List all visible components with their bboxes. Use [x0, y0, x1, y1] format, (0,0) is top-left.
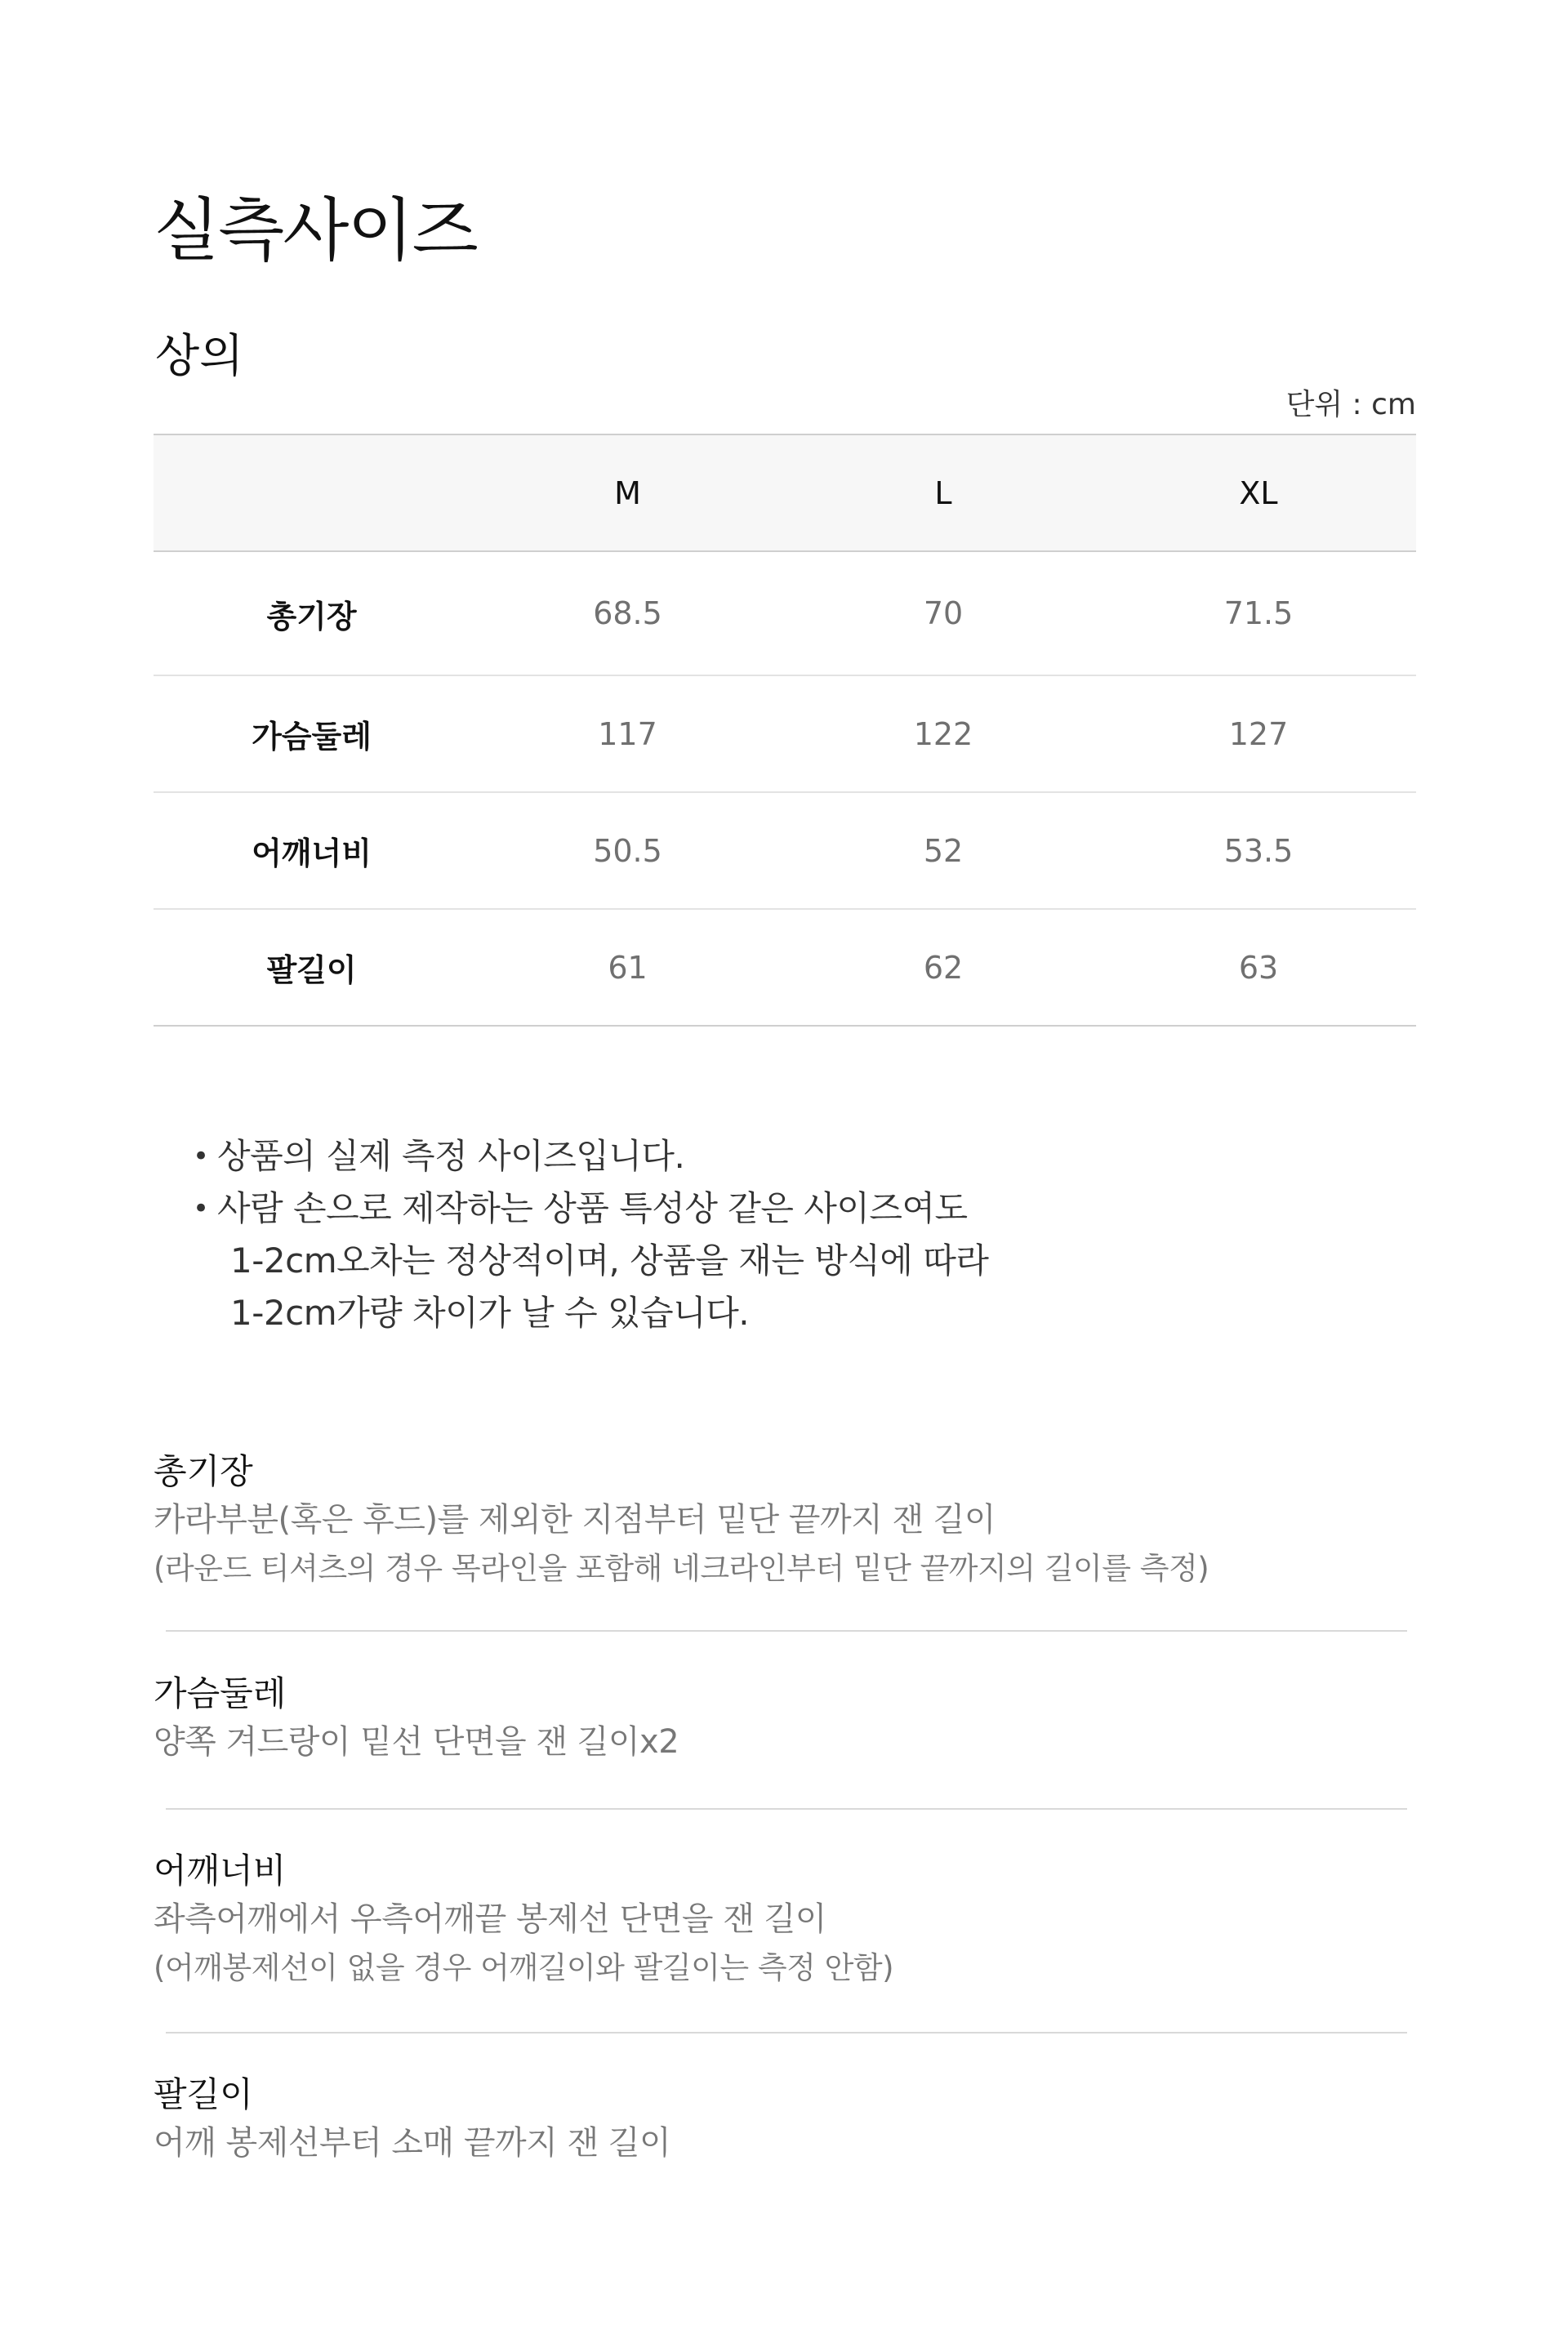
measure-guide-total-length: [154, 1449, 1411, 1592]
divider: [166, 2032, 1407, 2034]
note-item: [193, 1183, 1336, 1339]
note-text: 1-2cm가량 차이가 날 수 있습니다.: [230, 1293, 750, 1333]
row-label-shoulder: 어깨너비: [154, 792, 470, 909]
table-cell: 50.5: [470, 792, 786, 909]
measure-guide-chest: [154, 1671, 1411, 1767]
row-label-total-length: 총기장: [154, 551, 470, 675]
table-row: [154, 909, 1416, 1026]
table-cell: 68.5: [470, 551, 786, 675]
measure-title: 어깨너비: [154, 1851, 287, 1891]
page-title: 실측사이즈: [154, 190, 477, 270]
measure-description: 양쪽 겨드랑이 밑선 단면을 잰 길이x2: [154, 1723, 679, 1761]
bullet-icon: •: [193, 1192, 209, 1225]
table-cell: 70: [786, 551, 1101, 675]
table-cell: 127: [1101, 675, 1416, 792]
note-text: 1-2cm오차는 정상적이며, 상품을 재는 방식에 따라: [230, 1241, 989, 1281]
table-cell: 62: [786, 909, 1101, 1026]
measure-description: 카라부분(혹은 후드)를 제외한 지점부터 밑단 끝까지 잰 길이: [154, 1501, 996, 1539]
table-cell: 61: [470, 909, 786, 1026]
divider: [166, 1630, 1407, 1632]
measure-title: 가슴둘레: [154, 1673, 287, 1713]
measure-guide-shoulder: [154, 1848, 1411, 1992]
note-text: 사람 손으로 제작하는 상품 특성상 같은 사이즈여도: [217, 1188, 968, 1228]
notes-list: [193, 1130, 1336, 1339]
measure-description: 좌측어깨에서 우측어깨끝 봉제선 단면을 잰 길이: [154, 1900, 826, 1938]
table-cell: 117: [470, 675, 786, 792]
header-cell-size-l: L: [786, 434, 1101, 551]
table-cell: 52: [786, 792, 1101, 909]
header-cell-size-m: M: [470, 434, 786, 551]
section-title-top: 상의: [155, 330, 244, 383]
header-cell-size-xl: XL: [1101, 434, 1416, 551]
measure-note: (어깨봉제선이 없을 경우 어깨길이와 팔길이는 측정 안함): [154, 1950, 894, 1985]
row-label-sleeve: 팔길이: [154, 909, 470, 1026]
measure-description: 어깨 봉제선부터 소매 끝까지 잰 길이: [154, 2124, 671, 2162]
note-item: [193, 1130, 1336, 1183]
table-row: [154, 675, 1416, 792]
table-row: [154, 792, 1416, 909]
note-text: 상품의 실제 측정 사이즈입니다.: [217, 1136, 685, 1176]
header-cell-empty: [154, 434, 470, 551]
size-table: [154, 434, 1416, 1027]
measure-title: 총기장: [154, 1451, 253, 1491]
table-header-row: [154, 434, 1416, 551]
table-cell: 63: [1101, 909, 1416, 1026]
unit-label: 단위 : cm: [1285, 388, 1416, 421]
measure-note: (라운드 티셔츠의 경우 목라인을 포함해 네크라인부터 밑단 끝까지의 길이를 측정): [154, 1551, 1209, 1586]
table-cell: 122: [786, 675, 1101, 792]
divider: [166, 1808, 1407, 1810]
measure-guide-sleeve: [154, 2072, 1411, 2168]
bullet-icon: •: [193, 1140, 209, 1173]
table-cell: 53.5: [1101, 792, 1416, 909]
table-row: [154, 551, 1416, 675]
table-cell: 71.5: [1101, 551, 1416, 675]
row-label-chest: 가슴둘레: [154, 675, 470, 792]
measure-title: 팔길이: [154, 2074, 253, 2114]
